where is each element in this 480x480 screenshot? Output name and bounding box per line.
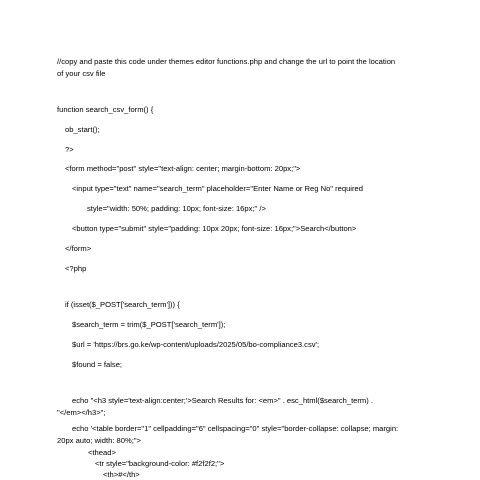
code-line-php-close: ?> — [65, 145, 74, 154]
code-line-found: $found = false; — [72, 360, 123, 369]
code-line-input: <input type="text" name="search_term" placeholder="Enter Name or Reg No" required — [72, 184, 363, 193]
code-line-button: <button type="submit" style="padding: 10px 20px; font-size: 16px;">Search</button> — [72, 224, 357, 233]
code-line-echo-table: echo '<table border="1" cellpadding="6" cellspacing="0" style="border-collapse: collapse; margin: — [72, 424, 399, 433]
code-line-input-style: style="width: 50%; padding: 10px; font-size: 16px;" /> — [87, 204, 266, 213]
code-line-isset: if (isset($_POST['search_term'])) { — [65, 300, 180, 309]
code-line-tr: <tr style="background-color: #f2f2f2;"> — [95, 459, 225, 468]
code-line-echo-h3-cont: "</em></h3>"; — [57, 408, 106, 417]
comment-line-1: //copy and paste this code under themes editor functions.php and change the url to point the location — [57, 57, 396, 66]
code-line-form-close: </form> — [65, 244, 92, 253]
code-line-php-open: <?php — [65, 264, 87, 273]
code-line-th: <th>#</th> — [103, 470, 140, 479]
code-line-url: $url = 'https://brs.go.ke/wp-content/uploads/2025/05/bo-compliance3.csv'; — [72, 340, 320, 349]
code-line-form-open: <form method="post" style="text-align: center; margin-bottom: 20px;"> — [65, 164, 301, 173]
code-line-function: function search_csv_form() { — [57, 105, 154, 114]
code-line-search-term: $search_term = trim($_POST['search_term']); — [72, 320, 226, 329]
comment-line-2: of your csv file — [57, 69, 106, 78]
code-line-echo-h3: echo "<h3 style='text-align:center;'>Search Results for: <em>" . esc_html($search_term) . — [72, 396, 373, 405]
code-line-echo-table-cont: 20px auto; width: 80%;"> — [57, 436, 141, 445]
code-line-ob-start: ob_start(); — [65, 125, 100, 134]
code-line-thead: <thead> — [88, 448, 116, 457]
